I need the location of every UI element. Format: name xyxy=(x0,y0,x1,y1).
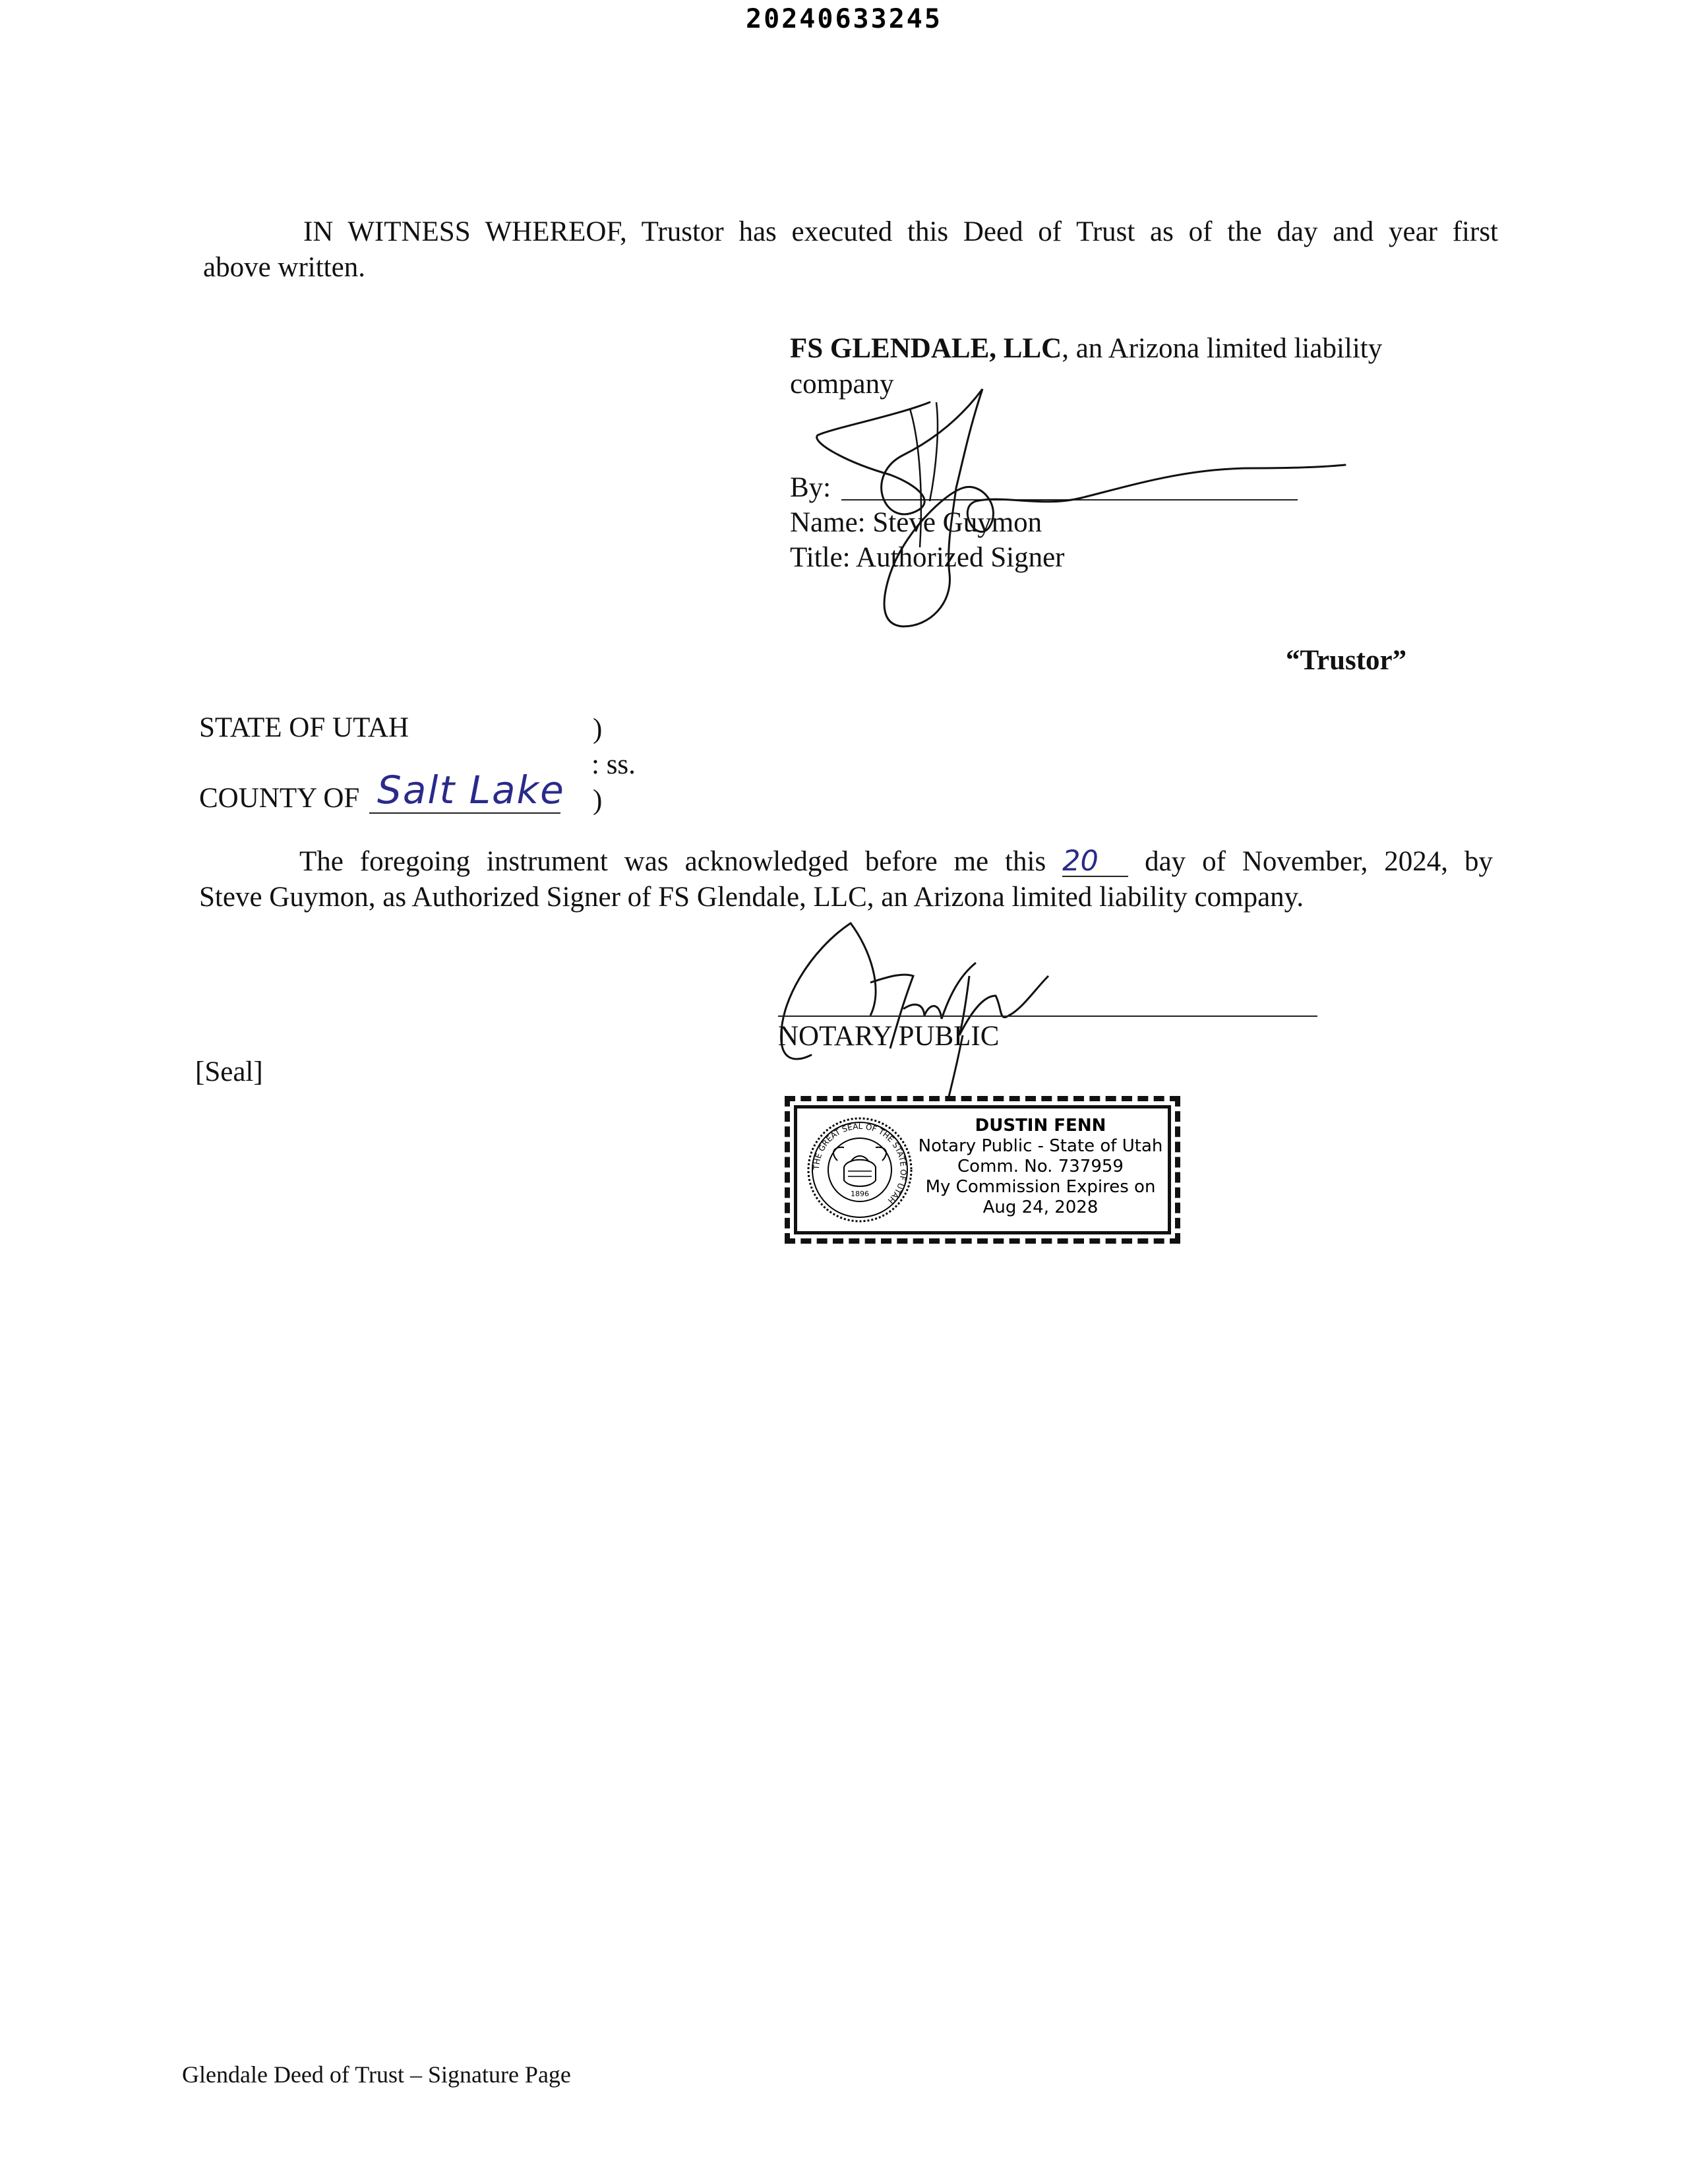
stamp-expires-date: Aug 24, 2028 xyxy=(982,1198,1099,1217)
stamp-notary-state: Notary Public - State of Utah xyxy=(918,1136,1163,1156)
county-label: COUNTY OF xyxy=(199,783,360,814)
acknowledgment-line-1 xyxy=(199,844,1493,880)
trustor-label: “Trustor” xyxy=(1286,645,1407,676)
seal-ring-text: THE GREAT SEAL OF THE STATE OF UTAH xyxy=(811,1121,909,1205)
ack-before: The foregoing instrument was acknowledged before me this xyxy=(299,846,1046,877)
acknowledgment-line-2: Steve Guymon, as Authorized Signer of FS Glendale, LLC, an Arizona limited liability company. xyxy=(199,882,1304,913)
notary-stamp xyxy=(785,1096,1180,1244)
ack-day-handwritten: 20 xyxy=(1062,847,1128,877)
document-number: 20240633245 xyxy=(746,4,942,34)
stamp-expires-label: My Commission Expires on xyxy=(925,1177,1156,1197)
ack-after: day of November, 2024, by xyxy=(1145,846,1493,877)
title-label: Title: xyxy=(790,542,851,573)
company-description: , an Arizona limited liability xyxy=(1062,333,1383,364)
company-name: FS GLENDALE, LLC xyxy=(790,333,1062,364)
witness-line-2: above written. xyxy=(203,252,365,283)
venue-paren-open: ) xyxy=(593,713,603,744)
notary-stamp-text xyxy=(915,1116,1166,1218)
county-handwritten: Salt Lake xyxy=(377,768,565,812)
name-value: Steve Guymon xyxy=(872,507,1042,538)
stamp-notary-name: DUSTIN FENN xyxy=(975,1116,1106,1136)
notary-signature-line xyxy=(778,1016,1317,1017)
company-line-2: company xyxy=(790,369,894,400)
stamp-commission-number: Comm. No. 737959 xyxy=(957,1157,1124,1176)
title-row xyxy=(790,540,1064,576)
venue-paren-close: ) xyxy=(593,785,603,816)
seal-label: [Seal] xyxy=(195,1056,263,1087)
witness-line-1: IN WITNESS WHEREOF, Trustor has executed this Deed of Trust as of the day and year first xyxy=(303,216,1498,247)
ss-label: : ss. xyxy=(591,749,636,780)
witness-paragraph xyxy=(203,214,1498,286)
name-label: Name: xyxy=(790,507,866,538)
name-row xyxy=(790,505,1042,541)
state-label: STATE OF UTAH xyxy=(199,712,409,743)
acknowledgment-paragraph xyxy=(199,844,1493,915)
title-value: Authorized Signer xyxy=(856,542,1065,573)
seal-year: 1896 xyxy=(851,1190,869,1198)
notary-public-label: NOTARY PUBLIC xyxy=(778,1021,1000,1052)
by-label: By: xyxy=(790,472,831,503)
county-underline xyxy=(369,812,560,814)
signature-line xyxy=(841,499,1298,501)
page-footer: Glendale Deed of Trust – Signature Page xyxy=(182,2061,571,2088)
utah-state-seal xyxy=(804,1114,915,1225)
company-block xyxy=(790,331,1502,402)
company-line-1 xyxy=(790,331,1502,367)
